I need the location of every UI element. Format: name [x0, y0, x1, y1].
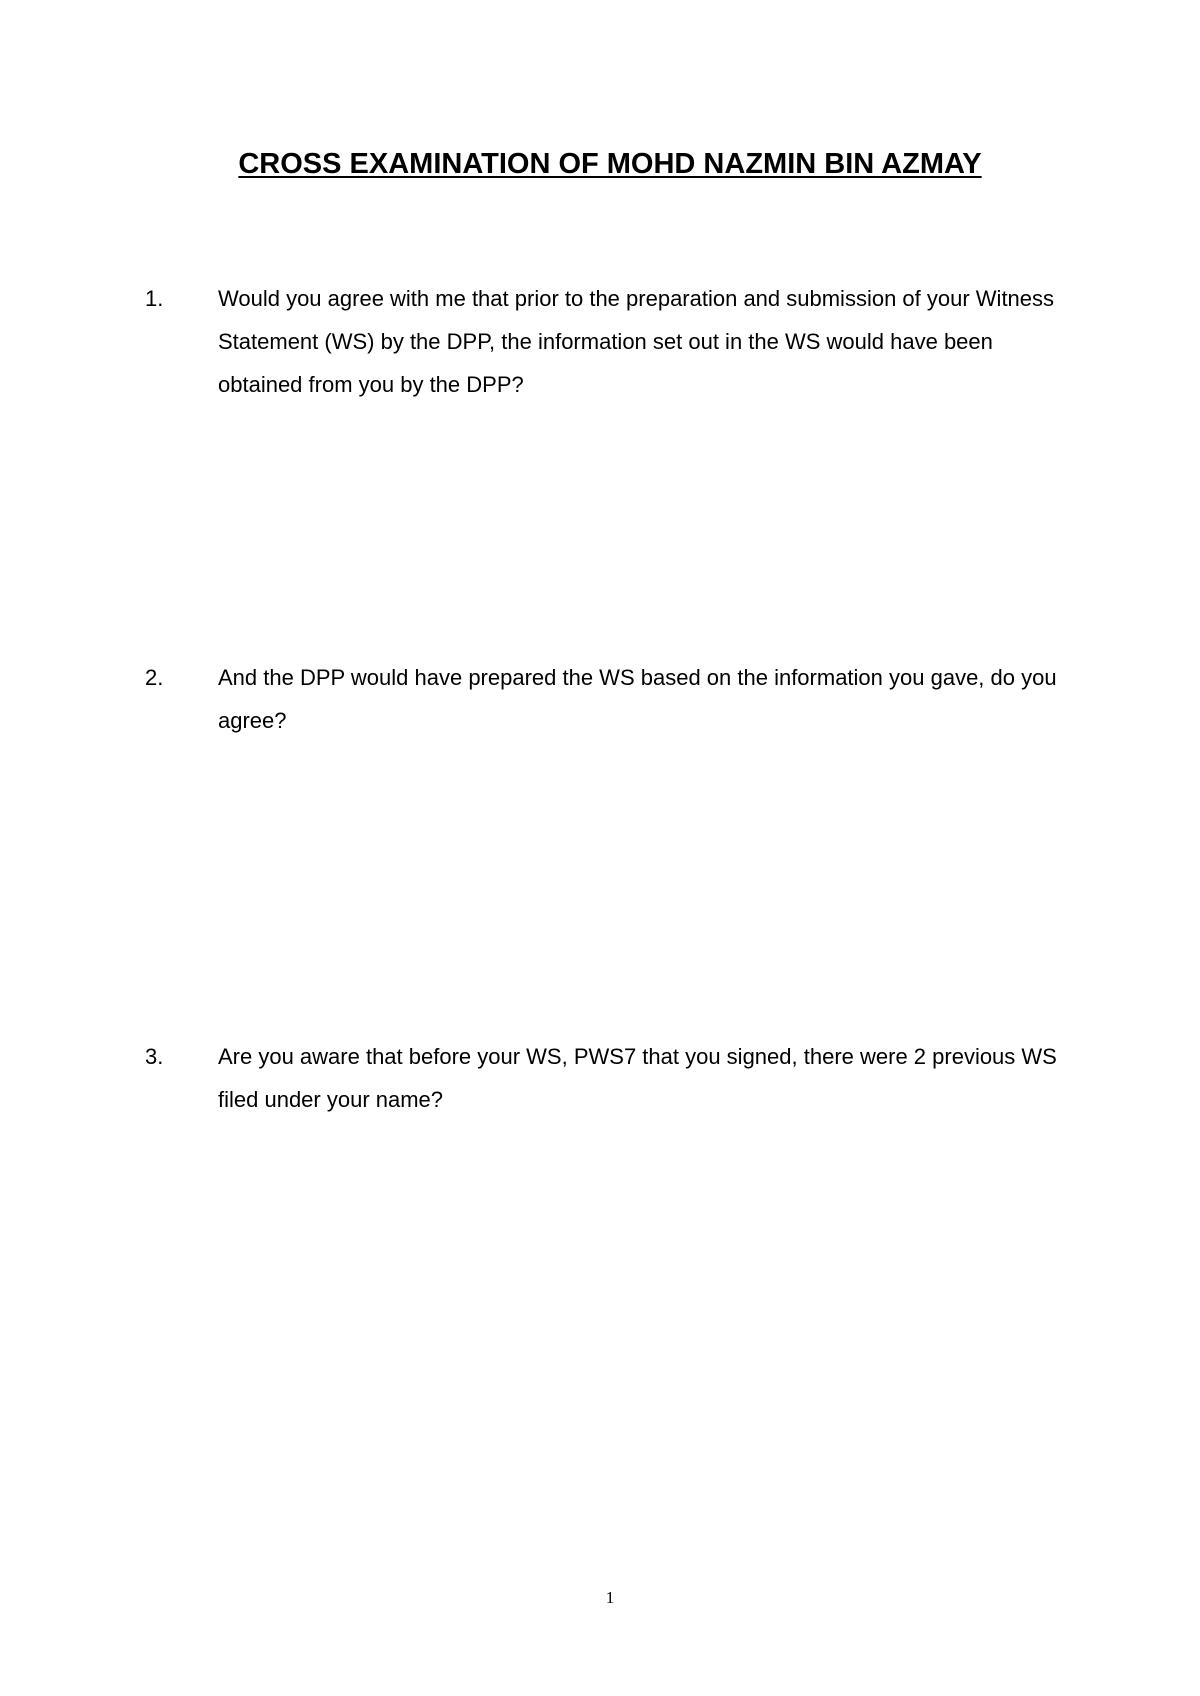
- question-item: [145, 1035, 1075, 1121]
- document-title: CROSS EXAMINATION OF MOHD NAZMIN BIN AZMAY: [238, 148, 982, 180]
- question-number: 2.: [145, 665, 164, 690]
- question-text: And the DPP would have prepared the WS based on the information you gave, do you agree?: [218, 665, 1057, 733]
- question-text: Would you agree with me that prior to the preparation and submission of your Witness Statement (WS) by the DPP, the information set out in the WS would have been obtained from you by the DPP?: [218, 286, 1055, 397]
- question-text: Are you aware that before your WS, PWS7 that you signed, there were 2 previous WS filed under your name?: [218, 1044, 1057, 1112]
- question-item: [145, 277, 1075, 406]
- page-number: 1: [605, 1588, 615, 1607]
- question-number: 1.: [145, 286, 164, 311]
- question-number: 3.: [145, 1044, 164, 1069]
- question-item: [145, 656, 1075, 742]
